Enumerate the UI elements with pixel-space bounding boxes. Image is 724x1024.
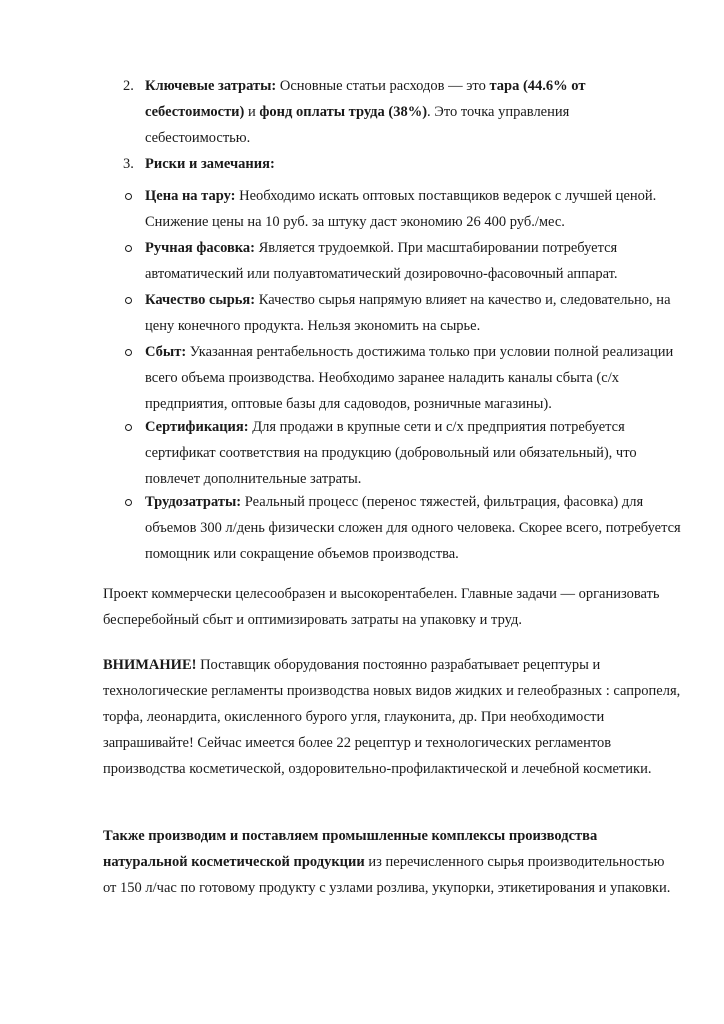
text-run: . Это точка управления себестоимостью. — [145, 104, 570, 146]
circle-bullet-icon — [125, 499, 132, 506]
bullet-label: Сбыт: — [145, 344, 187, 360]
text-run: Является трудоемкой. При масштабировании потребуется автоматический или полуавтоматический дозировочно-фасовочный аппарат. — [145, 240, 618, 282]
bullet-text — [145, 183, 683, 235]
text-run: из перечисленного сырья производительностью от 150 л/час по готовому продукту с узлами розлива, укупорки, этикетирования и упаковки. — [103, 854, 671, 896]
text-run: Указанная рентабельность достижима только при условии полной реализации всего объема производства. Необходимо заранее наладить каналы сбыта (с/х предприятия, оптовые базы для садоводов, розничные магазины). — [145, 344, 674, 412]
numbered-item-risks — [123, 151, 643, 177]
bullet-label: Трудозатраты: — [145, 494, 242, 510]
circle-bullet-icon — [125, 424, 132, 431]
text-run: Необходимо искать оптовых поставщиков ведерок с лучшей ценой. Снижение цены на 10 руб. за штуку даст экономию 26 400 руб./мес. — [145, 188, 657, 230]
bullet-label: Качество сырья: — [145, 292, 256, 308]
bullet-item-raw-quality — [123, 287, 683, 339]
bullet-label: Цена на тару: — [145, 188, 236, 204]
bullet-text — [145, 489, 683, 567]
bullet-item-manual-packing — [123, 235, 683, 287]
highlight-packaging: тара (44.6% от себестоимости) — [145, 78, 586, 120]
attention-paragraph — [103, 652, 681, 782]
text-run: Поставщик оборудования постоянно разрабатывает рецептуры и технологические регламенты производства новых видов жидких и гелеобразных : сапропеля, торфа, леонардита, окисленного бурого угля, глауконита, др. При необходимости запрашивайте! Сейчас имеется более 22 рецептур и технологических регламентов производства косметической, оздоровительно-профилактической и лечебной косметики. — [103, 657, 681, 777]
list-number: 3. — [123, 156, 134, 172]
text-run: Для продажи в крупные сети и с/х предприятия потребуется сертификат соответствия на продукцию (добровольный или обязательный), что повлечет дополнительные затраты. — [145, 419, 637, 487]
text-run: и — [244, 104, 260, 120]
numbered-item-text — [145, 151, 643, 177]
bullet-label: Ручная фасовка: — [145, 240, 256, 256]
attention-text — [103, 652, 681, 782]
conclusion-text: Проект коммерчески целесообразен и высокорентабелен. Главные задачи — организовать бесперебойный сбыт и оптимизировать затраты на упаковку и труд. — [103, 586, 660, 628]
attention-label: ВНИМАНИЕ! — [103, 657, 197, 673]
production-paragraph — [103, 823, 681, 901]
conclusion-paragraph — [103, 581, 681, 633]
bullet-item-packaging-price — [123, 183, 683, 235]
circle-bullet-icon — [125, 245, 132, 252]
circle-bullet-icon — [125, 193, 132, 200]
item-label: Риски и замечания: — [145, 156, 275, 172]
production-bold-lead: Также производим и поставляем промышленные комплексы производства натуральной косметической продукции — [103, 828, 598, 870]
bullet-label: Сертификация: — [145, 419, 249, 435]
production-text — [103, 823, 681, 901]
circle-bullet-icon — [125, 349, 132, 356]
bullet-text — [145, 287, 683, 339]
bullet-item-sales — [123, 339, 683, 417]
numbered-item-key-costs — [123, 73, 643, 151]
text-run: Основные статьи расходов — это — [276, 78, 490, 94]
bullet-item-certification — [123, 414, 683, 492]
circle-bullet-icon — [125, 297, 132, 304]
bullet-text — [145, 235, 683, 287]
bullet-text — [145, 414, 683, 492]
bullet-text — [145, 339, 683, 417]
text-run: Качество сырья напрямую влияет на качество и, следовательно, на цену конечного продукта. Нельзя экономить на сырье. — [145, 292, 671, 334]
bullet-item-labor — [123, 489, 683, 567]
text-run: Реальный процесс (перенос тяжестей, фильтрация, фасовка) для объемов 300 л/день физически сложен для одного человека. Скорее всего, потребуется помощник или сокращение объемов производства. — [145, 494, 681, 562]
highlight-payroll: фонд оплаты труда (38%) — [259, 104, 428, 120]
numbered-item-text — [145, 73, 643, 151]
list-number: 2. — [123, 78, 134, 94]
item-label: Ключевые затраты: — [145, 78, 277, 94]
